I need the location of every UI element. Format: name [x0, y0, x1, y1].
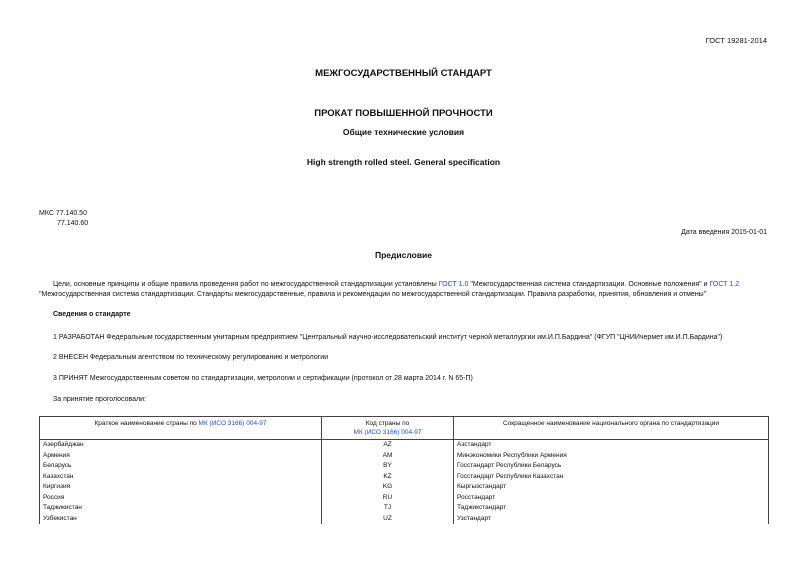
country-cell: Киргизия — [40, 482, 322, 493]
code-cell: AM — [322, 451, 454, 462]
standards-body-cell: Азстандарт — [454, 440, 769, 451]
table-body — [40, 440, 769, 525]
table-row — [40, 461, 769, 472]
standards-body-cell: Госстандарт Республики Казахстан — [454, 472, 769, 483]
paragraph-text: "Межгосударственная система стандартизации. Основные положения" и — [468, 281, 710, 288]
standards-body-cell: Госстандарт Республики Беларусь — [454, 461, 769, 472]
header-text: Краткое наименование страны по — [94, 420, 199, 427]
standards-body-cell: Таджикстандарт — [454, 503, 769, 514]
mks-code-primary: МКС 77.140.50 — [39, 210, 87, 217]
code-cell: UZ — [322, 514, 454, 525]
header-text: Код страны по — [365, 420, 410, 427]
standards-body-cell: Минэкономики Республики Армения — [454, 451, 769, 462]
code-cell: KG — [322, 482, 454, 493]
country-cell: Таджикистан — [40, 503, 322, 514]
gost-1-2-link[interactable]: ГОСТ 1.2 — [709, 281, 740, 288]
country-cell: Россия — [40, 493, 322, 504]
voting-countries-table — [39, 416, 769, 524]
preface-paragraph — [39, 280, 769, 300]
standards-body-cell: Узстандарт — [454, 514, 769, 525]
table-row — [40, 514, 769, 525]
table-row — [40, 503, 769, 514]
table-row — [40, 451, 769, 462]
country-cell: Азербайджан — [40, 440, 322, 451]
preface-heading: Предисловие — [374, 250, 433, 260]
header-country-name — [40, 417, 322, 440]
document-subtitle: Общие технические условия — [342, 127, 465, 137]
mks-code-secondary: 77.140.60 — [57, 220, 89, 227]
header-standards-body: Сокращенное наименование национального органа по стандартизации — [454, 417, 769, 440]
voted-label: За принятие проголосовали: — [53, 396, 146, 403]
country-cell: Казахстан — [40, 472, 322, 483]
introduction-date: Дата введения 2015-01-01 — [681, 229, 767, 236]
standards-body-cell: Кыргызстандарт — [454, 482, 769, 493]
info-item-adopted: 3 ПРИНЯТ Межгосударственным советом по стандартизации, метрологии и сертификации (протокол от 28 марта 2014 г. N 65-П) — [53, 375, 473, 382]
mk-iso-link[interactable]: МК (ИСО 3166) 004-97 — [198, 420, 267, 427]
document-title: ПРОКАТ ПОВЫШЕННОЙ ПРОЧНОСТИ — [314, 108, 493, 119]
mks-codes — [39, 209, 88, 229]
table-header-row — [40, 417, 769, 440]
info-item-introduced: 2 ВНЕСЕН Федеральным агентством по техническому регулированию и метрологии — [53, 354, 329, 361]
code-cell: KZ — [322, 472, 454, 483]
table-row — [40, 493, 769, 504]
paragraph-text: "Межгосударственная система стандартизации. Стандарты межгосударственные, правила и рекомендации по межгосударственной стандартизации. Правила разработки, принятия, обновления и отмены" — [39, 291, 707, 298]
country-cell: Узбекистан — [40, 514, 322, 525]
table-row — [40, 472, 769, 483]
code-cell: RU — [322, 493, 454, 504]
paragraph-text: Цели, основные принципы и общие правила проведения работ по межгосударственной стандартизации установлены — [53, 281, 439, 288]
gost-1-0-link[interactable]: ГОСТ 1.0 — [438, 281, 469, 288]
document-code: ГОСТ 19281-2014 — [705, 36, 767, 45]
code-cell: BY — [322, 461, 454, 472]
country-cell: Беларусь — [40, 461, 322, 472]
standard-info-heading: Сведения о стандарте — [53, 311, 131, 318]
standard-type-heading: МЕЖГОСУДАРСТВЕННЫЙ СТАНДАРТ — [315, 68, 492, 79]
document-title-english: High strength rolled steel. General specification — [306, 157, 501, 167]
header-country-code — [322, 417, 454, 440]
table-row — [40, 440, 769, 451]
code-cell: TJ — [322, 503, 454, 514]
table-row — [40, 482, 769, 493]
code-cell: AZ — [322, 440, 454, 451]
info-item-developed: 1 РАЗРАБОТАН Федеральным государственным унитарным предприятием "Центральный научно-исследовательский институт черной металлургии им.И.П.Бардина" (ФГУП "ЦНИИчермет им.И.П.Бардина") — [53, 334, 723, 341]
standards-body-cell: Росстандарт — [454, 493, 769, 504]
country-cell: Армения — [40, 451, 322, 462]
mk-iso-link[interactable]: МК (ИСО 3166) 004-97 — [353, 429, 422, 436]
